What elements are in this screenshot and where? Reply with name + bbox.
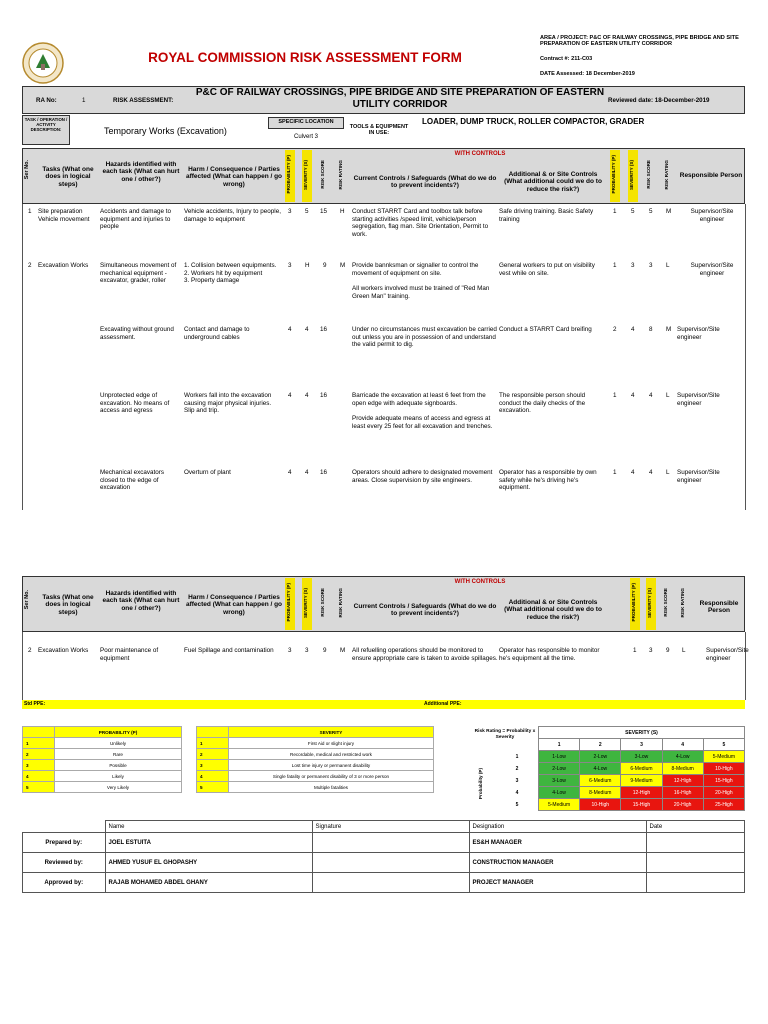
royal-commission-logo [22, 42, 64, 84]
with-controls-header-2: WITH CONTROLS [454, 579, 506, 585]
risk-assessment-title: P&C OF RAILWAY CROSSINGS, PIPE BRIDGE AND SITE PREPARATION OF EASTERN UTILITY CORRIDOR [195, 87, 605, 110]
contract-number: Contract #: 211-C03 [540, 56, 593, 62]
severity-header-2: SEVERITY (S) [303, 588, 308, 619]
ra-no: 1 [82, 97, 86, 104]
probability-legend: PROBABILITY (P) 1 Unlikely 2 Rare 3 Possible 4 Likely 5 Very Likely [22, 726, 182, 793]
table2-right-border [745, 632, 746, 700]
risk-assessment-label: RISK ASSESSMENT: [113, 97, 174, 104]
probability2-header-2: PROBABILITY (P) [631, 583, 636, 622]
current-controls-header-2: Current Controls / Safeguards (What do we do to prevent incidents?) [353, 603, 497, 618]
risk-score2-header-2: RISK SCORE [663, 588, 668, 617]
risk-rating-formula: Risk Rating = Probability x Severity [474, 729, 536, 740]
risk-score-header: RISK SCORE [320, 160, 325, 189]
reviewed-date: Reviewed date: 18-December-2019 [608, 97, 710, 104]
table-right-border [745, 204, 746, 510]
ser-no-header-2: Ser No. [24, 590, 30, 610]
additional-controls-header-2: Additional & or Site Controls (What additional could we do to reduce the risk?) [504, 599, 602, 621]
ppe-bar [22, 700, 745, 709]
severity2-header: SEVERITY (S) [629, 160, 634, 191]
form-title: ROYAL COMMISSION RISK ASSESSMENT FORM [148, 50, 462, 65]
risk-matrix-probability-label: Probability (P) [478, 768, 483, 800]
tasks-header-2: Tasks (What one does in logical steps) [42, 594, 94, 616]
specific-location: Culvert 3 [293, 134, 318, 140]
tasks-header: Tasks (What one does in logical steps) [42, 166, 94, 188]
responsible-header: Responsible Person [679, 172, 743, 179]
task-label: TASK / OPERATION / ACTIVITY DESCRIPTION: [24, 117, 68, 132]
harm-header: Harm / Consequence / Parties affected (What can happen / go wrong) [185, 166, 283, 188]
risk-rating2-header-2: RISK RATING [680, 588, 685, 618]
hazards-header: Hazards identified with each task (What can hurt one / other?) [102, 161, 180, 183]
current-controls-header: Current Controls / Safeguards (What do we do to prevent incidents?) [353, 175, 497, 190]
risk-rating-header: RISK RATING [338, 160, 343, 190]
signoff-table: Name Signature Designation Date Prepared by: JOEL ESTUITA ES&H MANAGER Reviewed by: AHMED YUSUF EL GHOPASHY CONSTRUCTION MANAGER Approved by: RAJAB MOHAMED ABDEL GHANY PROJECT MANAGER [22, 820, 745, 893]
risk-matrix: SEVERITY (S) 1 2 3 4 5 1 1-Low 2-Low 3-Low 4-Low 5-Medium 2 2-Low 4-Low 6-Medium 8-Medium 10-High 3 3-Low 6-Medium 9-Medium 12-High 15-High 4 4-Low 8-Medium 12-High 16-High 20-High 5 5-Medium 10-High 15-High 20-High 25-High [496, 726, 745, 811]
additional-controls-header: Additional & or Site Controls (What additional could we do to reduce the risk?) [504, 171, 602, 193]
severity2-header-2: SEVERITY (S) [647, 588, 652, 619]
probability-header-2: PROBABILITY (P) [286, 583, 291, 622]
risk-rating2-header: RISK RATING [664, 160, 669, 190]
ra-no-label: RA No: [36, 97, 57, 104]
table2-left-border [22, 632, 23, 700]
severity-header: SEVERITY (S) [303, 160, 308, 191]
ser-no-header: Ser No. [24, 160, 30, 180]
risk-score2-header: RISK SCORE [646, 160, 651, 189]
severity-legend: SEVERITY 1 First Aid or slight injury 2 Recordable, medical and restricted work 3 Lost time injury or permanent disability 4 Single fatality or permanent disability of 3 or more person 5 Multiple fatalities [196, 726, 434, 793]
date-assessed: DATE Assessed: 18 December-2019 [540, 71, 635, 77]
table-left-border [22, 204, 23, 510]
task-description: Temporary Works (Excavation) [104, 126, 227, 136]
with-controls-header: WITH CONTROLS [454, 151, 506, 157]
additional-ppe-label: Additional PPE: [424, 701, 462, 707]
risk-rating-header-2: RISK RATING [338, 588, 343, 618]
std-ppe-label: Std PPE: [24, 701, 46, 707]
tools-label: TOOLS & EQUIPMENT IN USE: [349, 124, 409, 136]
hazards-header-2: Hazards identified with each task (What can hurt one / other?) [102, 590, 180, 612]
area-project: AREA / PROJECT: P&C OF RAILWAY CROSSINGS, PIPE BRIDGE AND SITE PREPARATION OF EASTERN UTILITY CORRIDOR [540, 35, 739, 48]
probability-header: PROBABILITY (P) [286, 155, 291, 194]
harm-header-2: Harm / Consequence / Parties affected (What can happen / go wrong) [185, 594, 283, 616]
risk-score-header-2: RISK SCORE [320, 588, 325, 617]
probability2-header: PROBABILITY (P) [611, 155, 616, 194]
specific-location-label: SPECIFIC LOCATION [278, 119, 334, 125]
responsible-header-2: Responsible Person [699, 600, 739, 615]
tools-equipment: LOADER, DUMP TRUCK, ROLLER COMPACTOR, GRADER [422, 117, 645, 126]
